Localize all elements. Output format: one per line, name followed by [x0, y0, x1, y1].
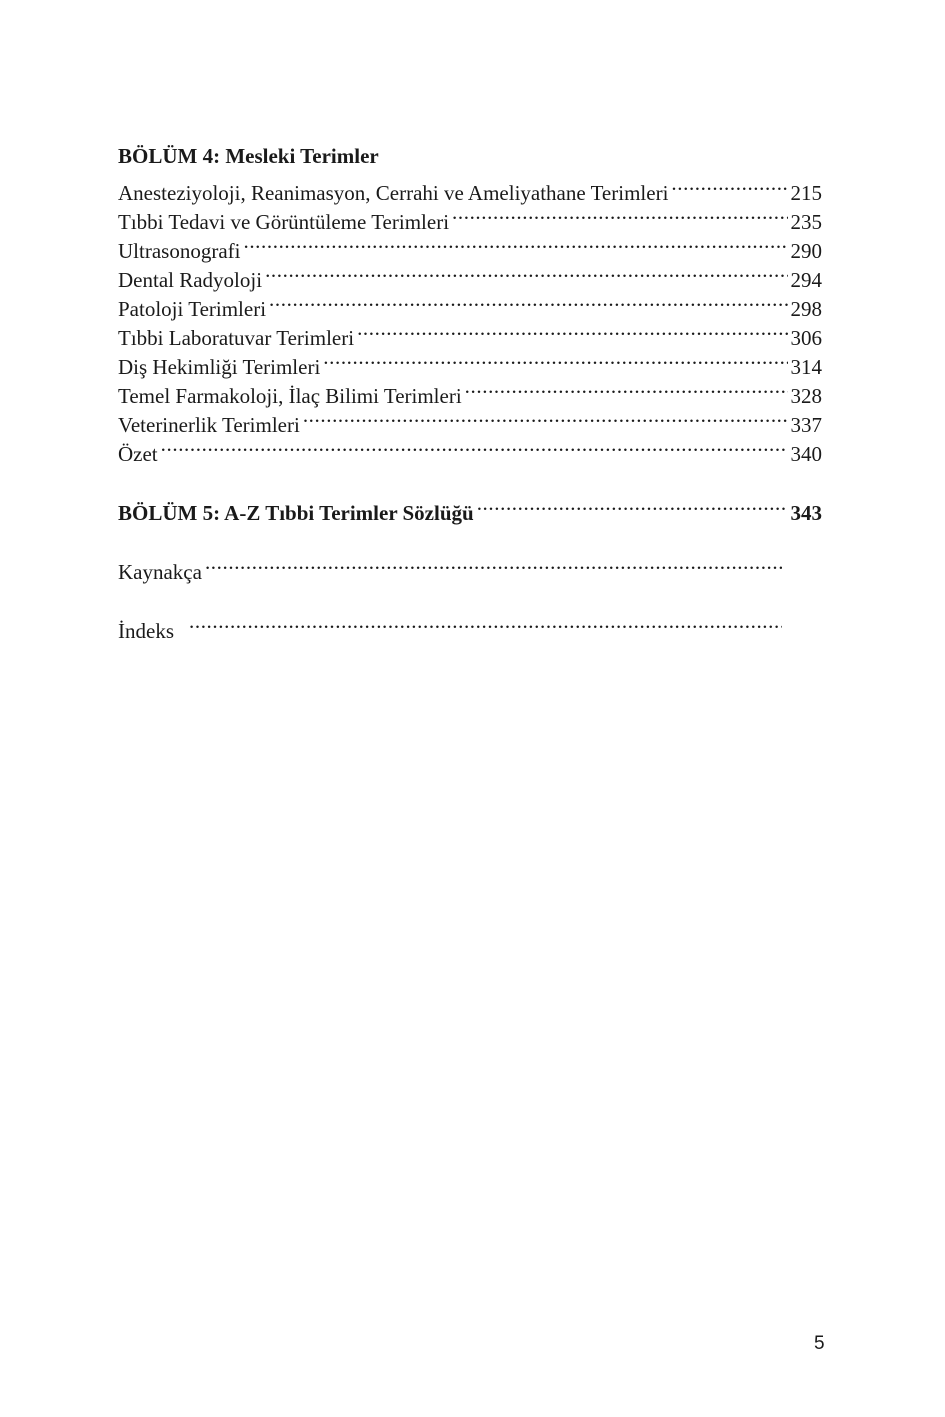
chapter-4-heading: BÖLÜM 4: Mesleki Terimler: [118, 144, 379, 168]
toc-entry-page: 294: [790, 268, 822, 292]
toc-entry-page: 340: [790, 442, 822, 466]
references-entry[interactable]: [118, 550, 822, 584]
toc-entry-page: 328: [790, 384, 822, 408]
dot-leader: [189, 609, 782, 638]
toc-entry-title: Anesteziyoloji, Reanimasyon, Cerrahi ve Ameliyathane Terimleri: [118, 181, 669, 205]
toc-entry-page: 215: [790, 181, 822, 205]
dot-leader: [269, 287, 787, 316]
toc-entry-page: 314: [790, 355, 822, 379]
references-title: Kaynakça: [118, 560, 202, 584]
dot-leader: [323, 345, 787, 374]
dot-leader: [477, 491, 788, 520]
index-title: İndeks: [118, 619, 174, 643]
dot-leader: [357, 316, 787, 345]
spacer: [118, 579, 822, 609]
dot-leader: [671, 171, 787, 200]
toc-entry-title: Tıbbi Laboratuvar Terimleri: [118, 326, 355, 350]
toc-entry-page: 235: [790, 210, 822, 234]
dot-leader: [303, 403, 788, 432]
toc-entry[interactable]: [118, 171, 822, 205]
spacer: [118, 461, 822, 491]
page-number: 5: [814, 1333, 825, 1354]
dot-leader: [265, 258, 787, 287]
toc-entry-title: Diş Hekimliği Terimleri: [118, 355, 321, 379]
toc-entry-title: Dental Radyoloji: [118, 268, 263, 292]
toc-entry-page: 337: [790, 413, 822, 437]
toc-entry-title: Veterinerlik Terimleri: [118, 413, 300, 437]
index-entry[interactable]: [118, 609, 822, 643]
dot-leader: [452, 200, 787, 229]
dot-leader: [243, 229, 787, 258]
toc-entry-title: Ultrasonografi: [118, 239, 241, 263]
toc-entry[interactable]: [118, 432, 822, 466]
toc-entry-page: 290: [790, 239, 822, 263]
chapter-5-page: 343: [790, 501, 822, 525]
dot-leader: [161, 432, 788, 461]
toc-entry-title: Tıbbi Tedavi ve Görüntüleme Terimleri: [118, 210, 450, 234]
dot-leader: [205, 550, 782, 579]
toc-entry-title: Patoloji Terimleri: [118, 297, 267, 321]
toc-entry-title: Özet: [118, 442, 158, 466]
chapter-5-title: BÖLÜM 5: A-Z Tıbbi Terimler Sözlüğü: [118, 501, 474, 525]
toc-entry-page: 306: [790, 326, 822, 350]
chapter-5-entry[interactable]: [118, 491, 822, 525]
toc-entry-page: 298: [790, 297, 822, 321]
dot-leader: [465, 374, 788, 403]
toc-entry-title: Temel Farmakoloji, İlaç Bilimi Terimleri: [118, 384, 462, 408]
table-of-contents: [118, 142, 822, 643]
